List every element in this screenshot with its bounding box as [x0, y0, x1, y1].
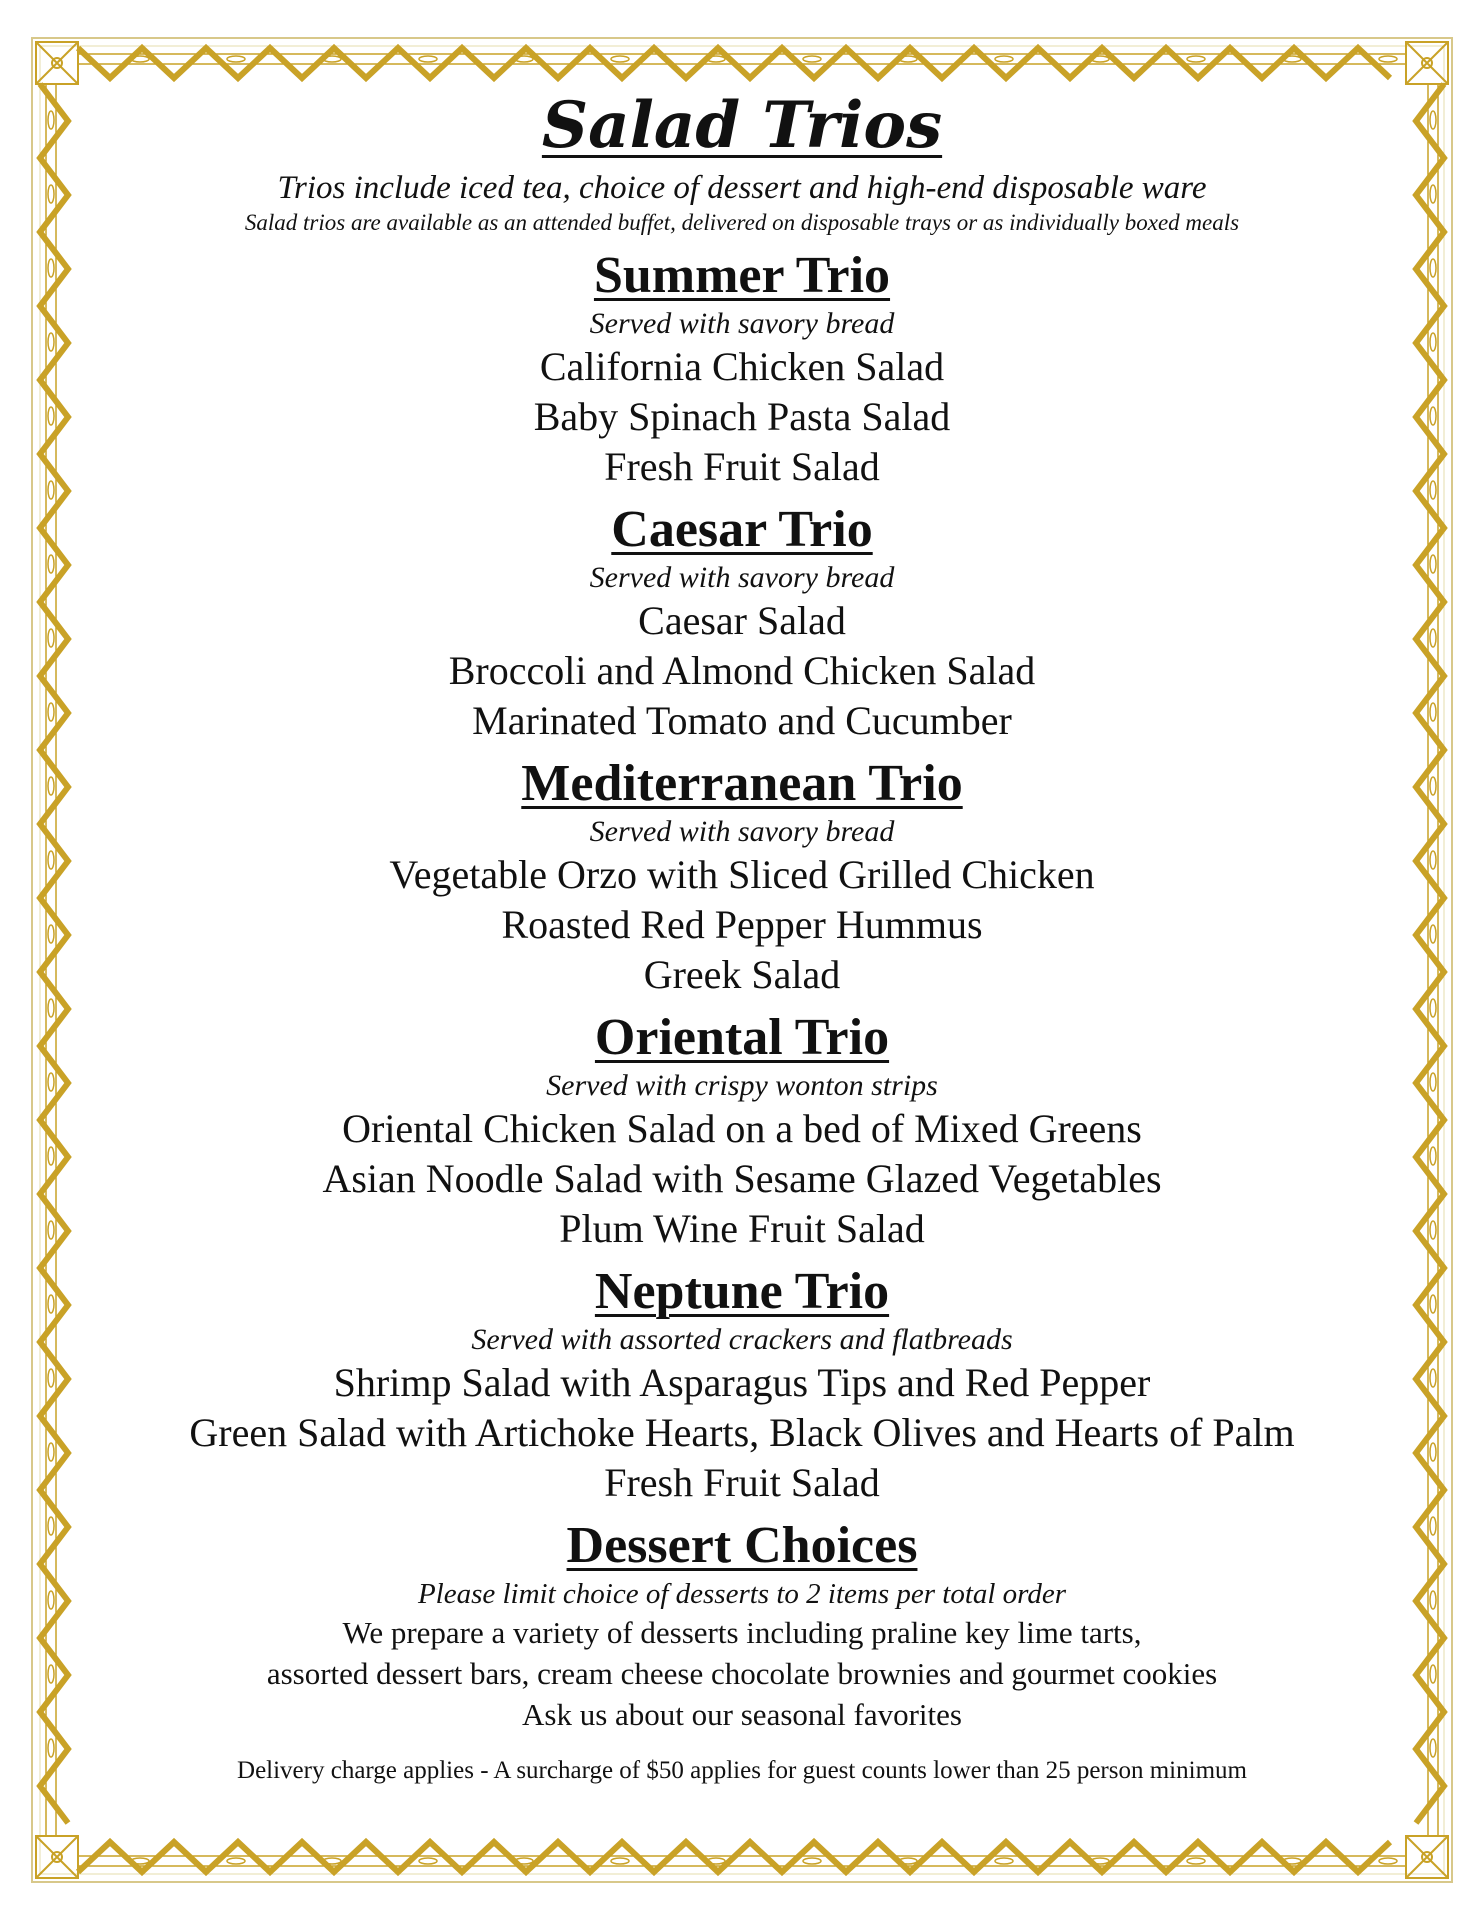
- border-dot-icon: [48, 1739, 54, 1757]
- menu-content: [80, 90, 1404, 1787]
- border-dot-icon: [48, 333, 54, 351]
- border-dot-icon: [419, 1858, 437, 1864]
- border-dot-icon: [1430, 703, 1436, 721]
- border-dot-icon: [48, 1147, 54, 1165]
- served-with-note: Served with savory bread: [589, 307, 895, 340]
- corner-ornament-top-right-icon: [1406, 42, 1448, 84]
- border-dot-icon: [1187, 1858, 1205, 1864]
- border-dot-icon: [1430, 1517, 1436, 1535]
- menu-item: Plum Wine Fruit Salad: [559, 1206, 925, 1251]
- menu-item: Fresh Fruit Salad: [604, 1460, 880, 1505]
- border-dot-icon: [1430, 407, 1436, 425]
- menu-item: Oriental Chicken Salad on a bed of Mixed Greens: [342, 1106, 1142, 1151]
- border-dot-icon: [48, 481, 54, 499]
- menu-item: California Chicken Salad: [539, 344, 945, 389]
- border-dot-icon: [1430, 851, 1436, 869]
- border-dot-icon: [1430, 1147, 1436, 1165]
- border-dot-icon: [48, 999, 54, 1017]
- border-dot-icon: [1430, 1443, 1436, 1461]
- section-heading: Dessert Choices: [566, 1517, 918, 1574]
- border-dot-icon: [1430, 1591, 1436, 1609]
- border-dot-icon: [48, 1073, 54, 1091]
- corner-ornament-top-left-icon: [36, 42, 78, 84]
- border-dot-icon: [48, 1221, 54, 1239]
- border-dot-icon: [1430, 1221, 1436, 1239]
- border-dot-icon: [227, 56, 245, 62]
- border-dot-icon: [48, 1517, 54, 1535]
- border-dot-icon: [1430, 481, 1436, 499]
- zigzag-border-segment: [78, 48, 1390, 78]
- border-dot-icon: [48, 407, 54, 425]
- section-summer-trio: [80, 246, 1404, 492]
- border-dot-icon: [1430, 555, 1436, 573]
- menu-item: Broccoli and Almond Chicken Salad: [448, 648, 1036, 693]
- border-dot-icon: [1430, 259, 1436, 277]
- dessert-description-line: Ask us about our seasonal favorites: [522, 1697, 962, 1732]
- subtitle-main: Trios include iced tea, choice of dessert and high-end disposable ware: [277, 170, 1207, 206]
- border-dot-icon: [1430, 629, 1436, 647]
- menu-item: Vegetable Orzo with Sliced Grilled Chicken: [389, 852, 1095, 897]
- menu-item: Baby Spinach Pasta Salad: [533, 394, 951, 439]
- section-heading: Mediterranean Trio: [521, 755, 963, 812]
- menu-item: Greek Salad: [643, 952, 841, 997]
- section-dessert-choices: [80, 1516, 1404, 1735]
- border-dot-icon: [48, 1369, 54, 1387]
- served-with-note: Served with assorted crackers and flatbreads: [471, 1323, 1013, 1356]
- border-dot-icon: [803, 1858, 821, 1864]
- section-caesar-trio: [80, 500, 1404, 746]
- border-dot-icon: [419, 56, 437, 62]
- zigzag-border-segment: [78, 1842, 1390, 1872]
- border-dot-icon: [1187, 56, 1205, 62]
- border-dot-icon: [48, 1591, 54, 1609]
- section-heading: Oriental Trio: [594, 1009, 890, 1066]
- page-title: Salad Trios: [541, 88, 943, 163]
- border-dot-icon: [1430, 1739, 1436, 1757]
- section-heading: Neptune Trio: [594, 1263, 890, 1320]
- delivery-footer-note: Delivery charge applies - A surcharge of $50 applies for guest counts lower than 25 person minimum: [237, 1757, 1247, 1784]
- border-dot-icon: [1379, 1858, 1397, 1864]
- border-dot-icon: [1430, 777, 1436, 795]
- border-dot-icon: [1430, 1369, 1436, 1387]
- border-dot-icon: [1430, 111, 1436, 129]
- border-dot-icon: [48, 555, 54, 573]
- border-dot-icon: [48, 851, 54, 869]
- border-dot-icon: [48, 1443, 54, 1461]
- menu-item: Marinated Tomato and Cucumber: [472, 698, 1012, 743]
- menu-item: Shrimp Salad with Asparagus Tips and Red Pepper: [333, 1360, 1151, 1405]
- menu-item: Green Salad with Artichoke Hearts, Black Olives and Hearts of Palm: [189, 1410, 1295, 1455]
- border-dot-icon: [1430, 1295, 1436, 1313]
- dessert-limit-note: Please limit choice of desserts to 2 items per total order: [417, 1578, 1067, 1610]
- border-dot-icon: [48, 1295, 54, 1313]
- border-dot-icon: [1430, 1665, 1436, 1683]
- border-dot-icon: [1379, 56, 1397, 62]
- border-dot-icon: [1430, 333, 1436, 351]
- border-dot-icon: [48, 185, 54, 203]
- border-dot-icon: [48, 1665, 54, 1683]
- subtitle-small: Salad trios are available as an attended buffet, delivered on disposable trays or as individually boxed meals: [244, 210, 1240, 235]
- menu-item: Roasted Red Pepper Hummus: [501, 902, 983, 947]
- border-dot-icon: [995, 56, 1013, 62]
- served-with-note: Served with crispy wonton strips: [546, 1069, 938, 1102]
- border-dot-icon: [48, 925, 54, 943]
- border-dot-icon: [803, 56, 821, 62]
- dessert-description-line: assorted dessert bars, cream cheese chocolate brownies and gourmet cookies: [266, 1656, 1218, 1691]
- border-dot-icon: [227, 1858, 245, 1864]
- corner-ornament-bottom-left-icon: [36, 1836, 78, 1878]
- border-dot-icon: [48, 777, 54, 795]
- border-dot-icon: [611, 1858, 629, 1864]
- section-oriental-trio: [80, 1008, 1404, 1254]
- corner-ornament-bottom-right-icon: [1406, 1836, 1448, 1878]
- served-with-note: Served with savory bread: [589, 561, 895, 594]
- menu-item: Fresh Fruit Salad: [604, 444, 880, 489]
- section-heading: Caesar Trio: [611, 501, 873, 558]
- border-dot-icon: [48, 629, 54, 647]
- border-dot-icon: [48, 703, 54, 721]
- border-dot-icon: [48, 111, 54, 129]
- border-dot-icon: [1430, 1073, 1436, 1091]
- dessert-description-line: We prepare a variety of desserts including praline key lime tarts,: [342, 1615, 1142, 1650]
- section-neptune-trio: [80, 1262, 1404, 1508]
- border-dot-icon: [48, 259, 54, 277]
- menu-item: Asian Noodle Salad with Sesame Glazed Vegetables: [322, 1156, 1162, 1201]
- border-dot-icon: [1430, 925, 1436, 943]
- border-dot-icon: [1430, 999, 1436, 1017]
- border-dot-icon: [995, 1858, 1013, 1864]
- border-dot-icon: [611, 56, 629, 62]
- section-heading: Summer Trio: [593, 247, 891, 304]
- border-dot-icon: [1430, 185, 1436, 203]
- menu-item: Caesar Salad: [638, 598, 846, 643]
- section-mediterranean-trio: [80, 754, 1404, 1000]
- served-with-note: Served with savory bread: [589, 815, 895, 848]
